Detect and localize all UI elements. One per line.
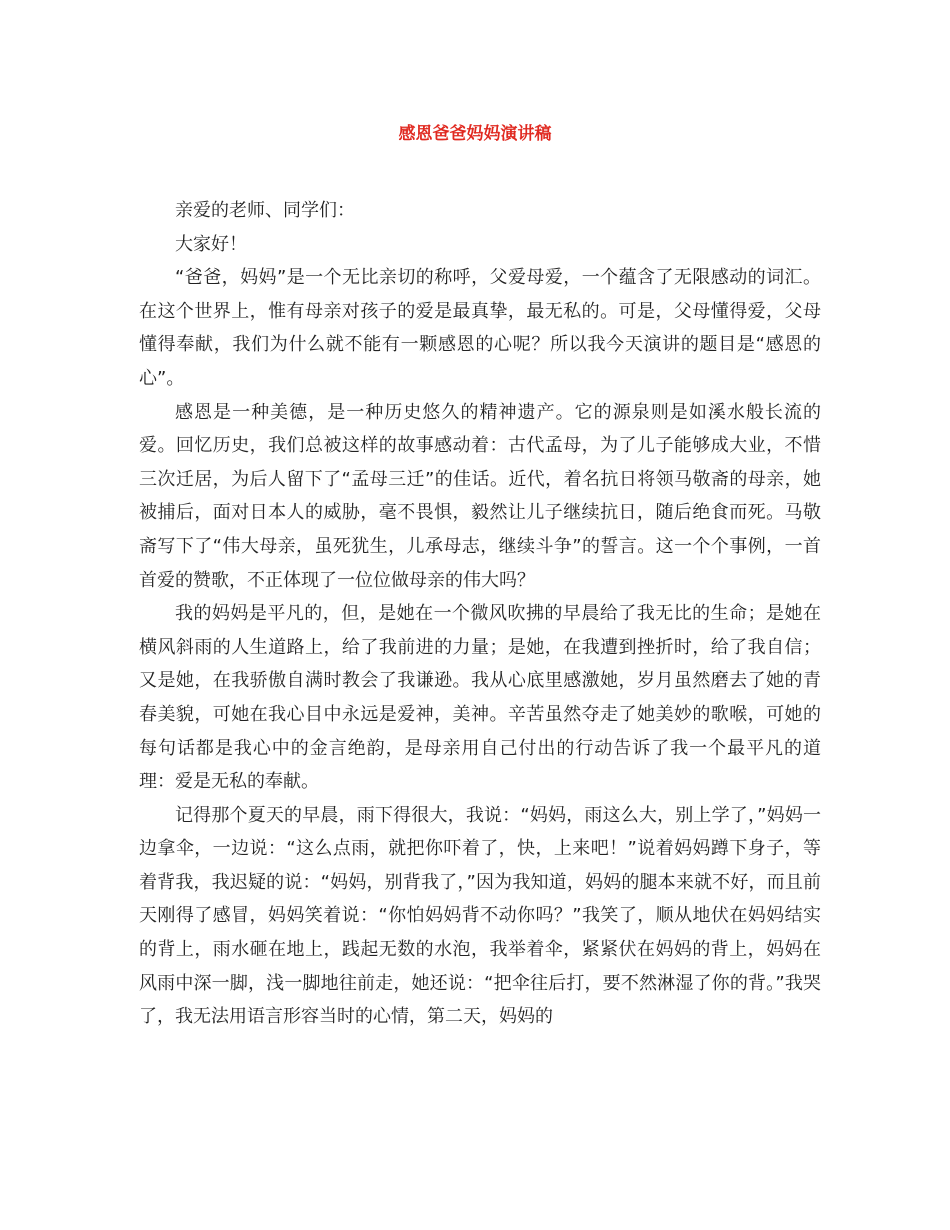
paragraph-greeting: 亲爱的老师、同学们： (175, 200, 355, 221)
document-title: 感恩爸爸妈妈演讲稿 (398, 124, 552, 144)
paragraph-hello: 大家好！ (175, 233, 247, 255)
paragraph-my-mother: 我的妈妈是平凡的，但，是她在一个微风吹拂的早晨给了我无比的生命；是她在横风斜雨的人生道路上，给了我前进的力量；是她，在我遭到挫折时，给了我自信；又是她，在我骄傲自满时教会了我谦逊。我从心底里感激她，岁月虽然磨去了她的青春美貌，可她在我心目中永远是爱神，美神。辛苦虽然夺走了她美妙的歌喉，可她的每句话都是我心中的金言绝韵，是母亲用自己付出的行动告诉了我一个最平凡的道理：爱是无私的奉献。 (139, 603, 821, 793)
document-body (139, 194, 821, 1034)
paragraph-intro: “爸爸，妈妈”是一个无比亲切的称呼，父爱母爱，一个蕴含了无限感动的词汇。在这个世界上，惟有母亲对孩子的爱是最真挚，最无私的。可是，父母懂得爱，父母懂得奉献，我们为什么就不能有一颗感恩的心呢？所以我今天演讲的题目是“感恩的心”。 (139, 267, 821, 389)
paragraph-rainy-morning: 记得那个夏天的早晨，雨下得很大，我说：“妈妈，雨这么大，别上学了，”妈妈一边拿伞，一边说：“这么点雨，就把你吓着了，快，上来吧！”说着妈妈蹲下身子，等着背我，我迟疑的说：“妈妈，别背我了，”因为我知道，妈妈的腿本来就不好，而且前天刚得了感冒，妈妈笑着说：“你怕妈妈背不动你吗？”我笑了，顺从地伏在妈妈结实的背上，雨水砸在地上，践起无数的水泡，我举着伞，紧紧伏在妈妈的背上，妈妈在风雨中深一脚，浅一脚地往前走，她还说：“把伞往后打，要不然淋湿了你的背。”我哭了，我无法用语言形容当时的心情，第二天，妈妈的 (139, 804, 821, 1028)
paragraph-history: 感恩是一种美德，是一种历史悠久的精神遗产。它的源泉则是如溪水般长流的爱。回忆历史，我们总被这样的故事感动着：古代孟母，为了儿子能够成大业，不惜三次迁居，为后人留下了“孟母三迁”的佳话。近代，着名抗日将领马敬斋的母亲，她被捕后，面对日本人的威胁，毫不畏惧，毅然让儿子继续抗日，随后绝食而死。马敬斋写下了“伟大母亲，虽死犹生，儿承母志，继续斗争”的誓言。这一个个事例，一首首爱的赞歌，不正体现了一位位做母亲的伟大吗？ (139, 401, 821, 591)
